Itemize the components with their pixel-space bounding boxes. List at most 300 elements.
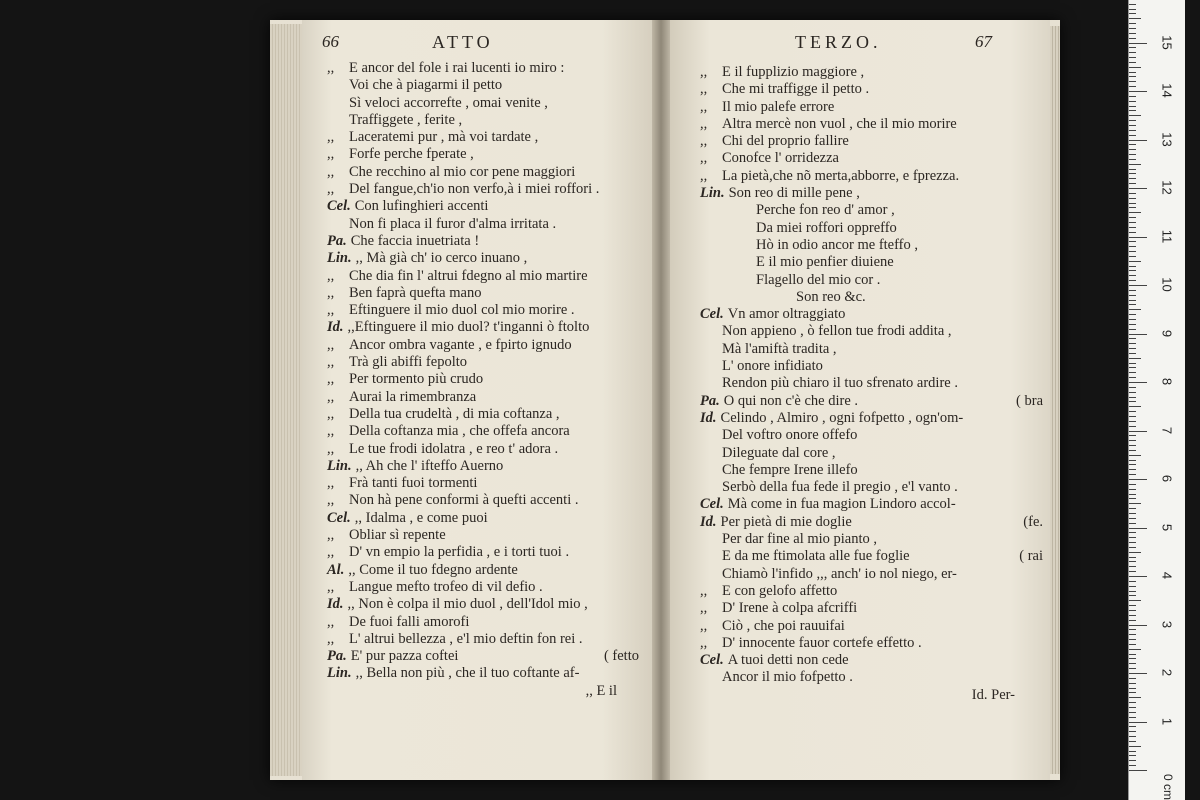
text-line — [327, 181, 647, 198]
text-line — [700, 375, 1045, 392]
ruler-tick — [1129, 81, 1136, 82]
ruler-tick — [1129, 338, 1136, 339]
ruler-tick — [1129, 115, 1141, 116]
ruler-tick — [1129, 329, 1136, 330]
quote-mark: ,, — [327, 492, 335, 509]
line-text: Rendon più chiaro il tuo sfrenato ardire . — [722, 375, 958, 392]
ruler-tick — [1129, 280, 1136, 281]
line-text: Che mi traffigge il petto . — [722, 81, 870, 98]
ruler-tick — [1129, 508, 1136, 509]
line-text: E con gelofo affetto — [722, 582, 838, 599]
ruler-tick — [1129, 760, 1136, 761]
text-line — [327, 389, 647, 406]
line-text: Ancor il mio fofpetto . — [722, 669, 853, 686]
text-line — [327, 77, 647, 94]
ruler-tick — [1129, 445, 1136, 446]
speaker-label: Pa. — [327, 232, 347, 249]
text-line — [700, 116, 1045, 133]
quote-mark: ,, — [327, 440, 335, 457]
line-text: De fuoi falli amorofi — [349, 613, 470, 630]
speaker-label: Al. — [327, 561, 345, 578]
ruler-tick — [1129, 72, 1136, 73]
line-text: Id. Per- — [971, 686, 1015, 703]
ruler-tick — [1129, 663, 1136, 664]
line-text: E ancor del fole i rai lucenti io miro : — [349, 60, 565, 76]
ruler-tick — [1129, 130, 1136, 131]
text-line — [327, 146, 647, 163]
ruler-tick — [1129, 348, 1136, 349]
right-page-text — [700, 64, 1045, 704]
line-text: A tuoi detti non cede — [727, 652, 849, 669]
turnover-fragment: ( bra — [1016, 392, 1043, 409]
ruler-tick — [1129, 484, 1136, 485]
ruler-tick — [1129, 746, 1141, 747]
line-text: Della coftanza mia , che offefa ancora — [349, 423, 570, 440]
ruler-tick — [1129, 615, 1136, 616]
text-line — [327, 579, 647, 596]
ruler-tick — [1129, 722, 1147, 723]
ruler-tick — [1129, 411, 1136, 412]
ruler-tick — [1129, 595, 1136, 596]
speaker-label: Cel. — [327, 509, 351, 526]
ruler-tick — [1129, 363, 1136, 364]
text-line — [700, 445, 1045, 462]
line-text: E' pur pazza coftei — [350, 648, 459, 665]
line-text: Obliar sì repente — [349, 527, 446, 544]
line-text: E il mio penfier diuiene — [756, 254, 894, 271]
ruler-tick — [1129, 469, 1136, 470]
line-text: Le tue frodi idolatra , e reo t' adora . — [349, 440, 559, 457]
line-text: Non appieno , ò fellon tue frodi addita , — [722, 323, 952, 340]
text-line — [700, 600, 1045, 617]
ruler-tick — [1129, 474, 1136, 475]
text-line — [700, 81, 1045, 98]
text-line — [700, 220, 1045, 237]
text-line — [327, 527, 647, 544]
speaker-label: Cel. — [700, 496, 724, 513]
text-line — [327, 198, 647, 215]
open-book — [270, 20, 1060, 780]
ruler-tick — [1129, 101, 1136, 102]
speaker-label: Id. — [700, 513, 717, 530]
ruler-number: 5 — [1159, 523, 1175, 531]
ruler-tick — [1129, 770, 1147, 771]
line-text: D' vn empio la perfidia , e i torti tuoi . — [349, 544, 570, 561]
line-text: Che faccia inuetriata ! — [350, 232, 480, 249]
line-text: Hò in odio ancor me fteffo , — [756, 236, 919, 253]
ruler-number: 4 — [1159, 571, 1175, 580]
line-text: Con lufinghieri accenti — [354, 198, 489, 215]
ruler-tick — [1129, 367, 1136, 368]
ruler-tick — [1129, 304, 1136, 305]
line-text: Per dar fine al mio pianto , — [722, 531, 878, 548]
line-text: ,, Non è colpa il mio duol , dell'Idol mio , — [347, 596, 588, 613]
turnover-fragment: ( rai — [1019, 548, 1043, 565]
ruler-tick — [1129, 106, 1136, 107]
line-text: L' altrui bellezza , e'l mio deftin fon rei . — [349, 630, 583, 647]
text-line — [700, 479, 1045, 496]
ruler-tick — [1129, 421, 1136, 422]
speaker-label: Id. — [327, 596, 344, 613]
ruler-tick — [1129, 639, 1136, 640]
text-line — [327, 423, 647, 440]
ruler-tick — [1129, 358, 1141, 359]
ruler-tick — [1129, 717, 1136, 718]
line-text: ,,Eftinguere il mio duol? t'inganni ò ftolto — [347, 319, 590, 336]
ruler-tick — [1129, 392, 1136, 393]
ruler-tick — [1129, 576, 1147, 577]
ruler-tick — [1129, 76, 1136, 77]
ruler-tick — [1129, 300, 1136, 301]
speaker-label: Pa. — [700, 392, 720, 409]
ruler-tick — [1129, 479, 1147, 480]
ruler-tick — [1129, 600, 1141, 601]
ruler-tick — [1129, 353, 1136, 354]
quote-mark: ,, — [327, 371, 335, 388]
ruler-tick — [1129, 382, 1147, 383]
ruler-tick — [1129, 164, 1141, 165]
ruler-tick — [1129, 571, 1136, 572]
ruler-tick — [1129, 435, 1136, 436]
text-line — [700, 583, 1045, 600]
text-line — [700, 254, 1045, 271]
line-text: Mà come in fua magion Lindoro accol- — [727, 496, 956, 513]
line-text: Della tua crudeltà , di mia coftanza , — [349, 405, 560, 422]
line-text: Langue mefto trofeo di vil defio . — [349, 578, 543, 595]
ruler-tick — [1129, 178, 1136, 179]
ruler-tick — [1129, 183, 1136, 184]
line-text: Non hà pene conformi à quefti accenti . — [349, 492, 579, 509]
ruler-number: 1 — [1159, 717, 1175, 725]
ruler-tick — [1129, 169, 1136, 170]
turnover-fragment: (fe. — [1023, 513, 1043, 530]
ruler-tick — [1129, 557, 1136, 558]
ruler-tick — [1129, 610, 1136, 611]
ruler-tick — [1129, 532, 1136, 533]
ruler-tick — [1129, 227, 1136, 228]
ruler-tick — [1129, 319, 1136, 320]
ruler-tick — [1129, 110, 1136, 111]
quote-mark: ,, — [327, 405, 335, 422]
text-line — [327, 510, 647, 527]
line-text: Traffiggete , ferite , — [349, 111, 463, 128]
ruler-tick — [1129, 125, 1136, 126]
text-line — [700, 652, 1045, 669]
quote-mark: ,, — [327, 423, 335, 440]
quote-mark: ,, — [327, 60, 335, 76]
text-line — [327, 319, 647, 336]
text-line — [700, 669, 1045, 686]
ruler-tick — [1129, 581, 1136, 582]
line-text: Altra mercè non vuol , che il mio morire — [722, 115, 957, 132]
text-line — [327, 648, 647, 665]
speaker-label: Pa. — [327, 648, 347, 665]
line-text: Son reo &c. — [796, 288, 866, 305]
ruler-tick — [1129, 431, 1147, 432]
line-text: Chi del proprio fallire — [722, 133, 849, 150]
quote-mark: ,, — [327, 284, 335, 301]
line-text: Ben faprà quefta mano — [349, 284, 482, 301]
text-line — [327, 544, 647, 561]
ruler-tick — [1129, 692, 1136, 693]
line-text: Flagello del mio cor . — [756, 271, 881, 288]
quote-mark: ,, — [700, 582, 708, 599]
ruler-tick — [1129, 712, 1136, 713]
ruler-number: 14 — [1159, 83, 1175, 98]
speaker-label: Cel. — [700, 306, 724, 323]
ruler-tick — [1129, 193, 1136, 194]
line-text: Il mio palefe errore — [722, 98, 835, 115]
ruler-tick — [1129, 4, 1136, 5]
text-line — [327, 250, 647, 267]
ruler-tick — [1129, 688, 1136, 689]
right-page — [670, 20, 1050, 780]
quote-mark: ,, — [327, 354, 335, 371]
text-line — [327, 216, 647, 233]
line-text: ,, E il — [585, 682, 617, 699]
turnover-fragment: ( fetto — [603, 648, 639, 665]
ruler-tick — [1129, 120, 1136, 121]
speaker-label: Id. — [327, 319, 344, 336]
ruler-tick — [1129, 28, 1136, 29]
ruler-tick — [1129, 52, 1136, 53]
ruler-tick — [1129, 751, 1136, 752]
text-line — [700, 237, 1045, 254]
page-number-left: 66 — [322, 32, 339, 51]
text-line — [327, 129, 647, 146]
text-line — [700, 531, 1045, 548]
ruler-tick — [1129, 450, 1136, 451]
ruler-tick — [1129, 309, 1141, 310]
text-line — [700, 410, 1045, 427]
ruler-number: 11 — [1159, 229, 1175, 243]
page-number-right: 67 — [975, 32, 992, 51]
text-line — [700, 99, 1045, 116]
ruler-tick — [1129, 222, 1136, 223]
ruler-tick — [1129, 266, 1136, 267]
ruler-unit-label: 0 cm — [1161, 773, 1176, 800]
ruler-number: 8 — [1159, 377, 1175, 386]
ruler-tick — [1129, 397, 1136, 398]
ruler-tick — [1129, 649, 1141, 650]
ruler-tick — [1129, 513, 1136, 514]
line-text: Eftinguere il mio duol col mio morire . — [349, 302, 575, 319]
ruler-tick — [1129, 241, 1136, 242]
text-line — [700, 514, 1045, 531]
ruler-tick — [1129, 440, 1136, 441]
text-line — [327, 665, 647, 682]
line-text: Ciò , che poi rauuifai — [722, 617, 845, 634]
ruler-tick — [1129, 261, 1141, 262]
line-text: L' onore infidiato — [722, 358, 823, 375]
ruler-tick — [1129, 625, 1147, 626]
ruler-tick — [1129, 159, 1136, 160]
ruler-tick — [1129, 324, 1136, 325]
text-line — [327, 596, 647, 613]
book-gutter — [652, 20, 670, 780]
ruler-tick — [1129, 678, 1136, 679]
quote-mark: ,, — [327, 544, 335, 561]
ruler-tick — [1129, 203, 1136, 204]
ruler-tick — [1129, 658, 1136, 659]
text-line — [700, 496, 1045, 513]
line-text: Frà tanti fuoi tormenti — [349, 475, 478, 492]
text-line — [327, 302, 647, 319]
ruler-tick — [1129, 401, 1136, 402]
text-line — [700, 393, 1045, 410]
text-line — [327, 475, 647, 492]
ruler-tick — [1129, 33, 1136, 34]
text-line — [700, 64, 1045, 81]
ruler-tick — [1129, 547, 1136, 548]
ruler-tick — [1129, 149, 1136, 150]
line-text: Mà l'amiftà tradita , — [722, 340, 837, 357]
ruler-tick — [1129, 67, 1141, 68]
ruler-number: 10 — [1159, 277, 1175, 292]
ruler-tick — [1129, 188, 1147, 189]
ruler-tick — [1129, 489, 1136, 490]
ruler-tick — [1129, 38, 1136, 39]
ruler-tick — [1129, 377, 1136, 378]
ruler-tick — [1129, 343, 1136, 344]
line-text: Che fempre Irene illefo — [722, 461, 858, 478]
ruler-tick — [1129, 528, 1147, 529]
speaker-label: Cel. — [327, 198, 351, 215]
ruler-tick — [1129, 62, 1136, 63]
quote-mark: ,, — [327, 527, 335, 544]
quote-mark: ,, — [327, 146, 335, 163]
text-line — [327, 406, 647, 423]
quote-mark: ,, — [700, 81, 708, 98]
text-line — [327, 112, 647, 129]
quote-mark: ,, — [327, 267, 335, 284]
ruler-tick — [1129, 673, 1147, 674]
text-line — [327, 233, 647, 250]
ruler-tick — [1129, 314, 1136, 315]
ruler-tick — [1129, 275, 1136, 276]
page-edges-right — [1050, 26, 1060, 774]
ruler-tick — [1129, 542, 1136, 543]
ruler-tick — [1129, 460, 1136, 461]
ruler-tick — [1129, 372, 1136, 373]
ruler-tick — [1129, 198, 1136, 199]
line-text: Del fangue,ch'io non verfo,à i miei roffori . — [349, 181, 600, 198]
ruler-tick — [1129, 683, 1136, 684]
ruler-tick — [1129, 537, 1136, 538]
line-text: Forfe perche fperate , — [349, 146, 474, 163]
ruler-number: 3 — [1159, 620, 1175, 628]
ruler-tick — [1129, 755, 1136, 756]
ruler-tick — [1129, 334, 1147, 335]
line-text: E da me ftimolata alle fue foglie — [722, 548, 910, 565]
ruler-tick — [1129, 13, 1136, 14]
ruler-tick — [1129, 426, 1136, 427]
line-text: Vn amor oltraggiato — [727, 306, 846, 323]
ruler-tick — [1129, 644, 1136, 645]
text-line — [700, 306, 1045, 323]
text-line — [700, 323, 1045, 340]
ruler-number: 15 — [1159, 34, 1175, 50]
quote-mark: ,, — [327, 388, 335, 405]
text-line — [327, 285, 647, 302]
line-text: ,, Ah che l' ifteffo Auerno — [355, 457, 504, 474]
ruler-tick — [1129, 741, 1136, 742]
text-line — [700, 150, 1045, 167]
ruler-tick — [1129, 591, 1136, 592]
ruler-tick — [1129, 455, 1141, 456]
text-line — [700, 635, 1045, 652]
ruler-tick — [1129, 173, 1136, 174]
ruler-tick — [1129, 523, 1136, 524]
ruler-tick — [1129, 256, 1136, 257]
quote-mark: ,, — [700, 98, 708, 115]
ruler-tick — [1129, 668, 1136, 669]
line-text: Dileguate dal core , — [722, 444, 836, 461]
line-text: E il fupplizio maggiore , — [722, 64, 865, 80]
text-line — [327, 337, 647, 354]
ruler-tick — [1129, 23, 1136, 24]
ruler-tick — [1129, 154, 1136, 155]
quote-mark: ,, — [700, 634, 708, 651]
ruler-tick — [1129, 96, 1136, 97]
line-text: Laceratemi pur , mà voi tardate , — [349, 129, 539, 146]
ruler-tick — [1129, 217, 1136, 218]
text-line — [700, 462, 1045, 479]
line-text: Ancor ombra vagante , e fpirto ignudo — [349, 336, 572, 353]
line-text: Del voftro onore offefo — [722, 427, 858, 444]
measurement-ruler — [1128, 0, 1185, 800]
quote-mark: ,, — [327, 181, 335, 198]
quote-mark: ,, — [700, 617, 708, 634]
text-line — [327, 683, 647, 700]
ruler-tick — [1129, 552, 1141, 553]
running-head-right: TERZO. — [795, 32, 882, 52]
ruler-tick — [1129, 246, 1136, 247]
ruler-tick — [1129, 406, 1141, 407]
line-text: Trà gli abiffi fepolto — [349, 354, 468, 371]
text-line — [700, 427, 1045, 444]
quote-mark: ,, — [700, 167, 708, 184]
text-line — [700, 168, 1045, 185]
text-line — [327, 268, 647, 285]
quote-mark: ,, — [327, 630, 335, 647]
text-line — [327, 164, 647, 181]
ruler-tick — [1129, 212, 1141, 213]
ruler-tick — [1129, 18, 1141, 19]
quote-mark: ,, — [700, 150, 708, 167]
text-line — [327, 441, 647, 458]
ruler-tick — [1129, 295, 1136, 296]
text-line — [327, 458, 647, 475]
line-text: La pietà,che nõ merta,abborre, e fprezza. — [722, 167, 960, 184]
ruler-tick — [1129, 251, 1136, 252]
ruler-number: 13 — [1159, 131, 1175, 147]
line-text: Celindo , Almiro , ogni fofpetto , ogn'om- — [720, 409, 964, 426]
ruler-tick — [1129, 416, 1136, 417]
ruler-tick — [1129, 270, 1136, 271]
text-line — [327, 631, 647, 648]
ruler-tick — [1129, 207, 1136, 208]
speaker-label: Cel. — [700, 652, 724, 669]
page-edges-left — [270, 24, 302, 776]
ruler-tick — [1129, 765, 1136, 766]
line-text: ,, Come il tuo fdegno ardente — [348, 561, 518, 578]
ruler-tick — [1129, 494, 1136, 495]
line-text: O qui non c'è che dire . — [723, 392, 859, 409]
line-text: D' innocente fauor cortefe effetto . — [722, 634, 922, 651]
ruler-tick — [1129, 232, 1136, 233]
text-line — [700, 548, 1045, 565]
